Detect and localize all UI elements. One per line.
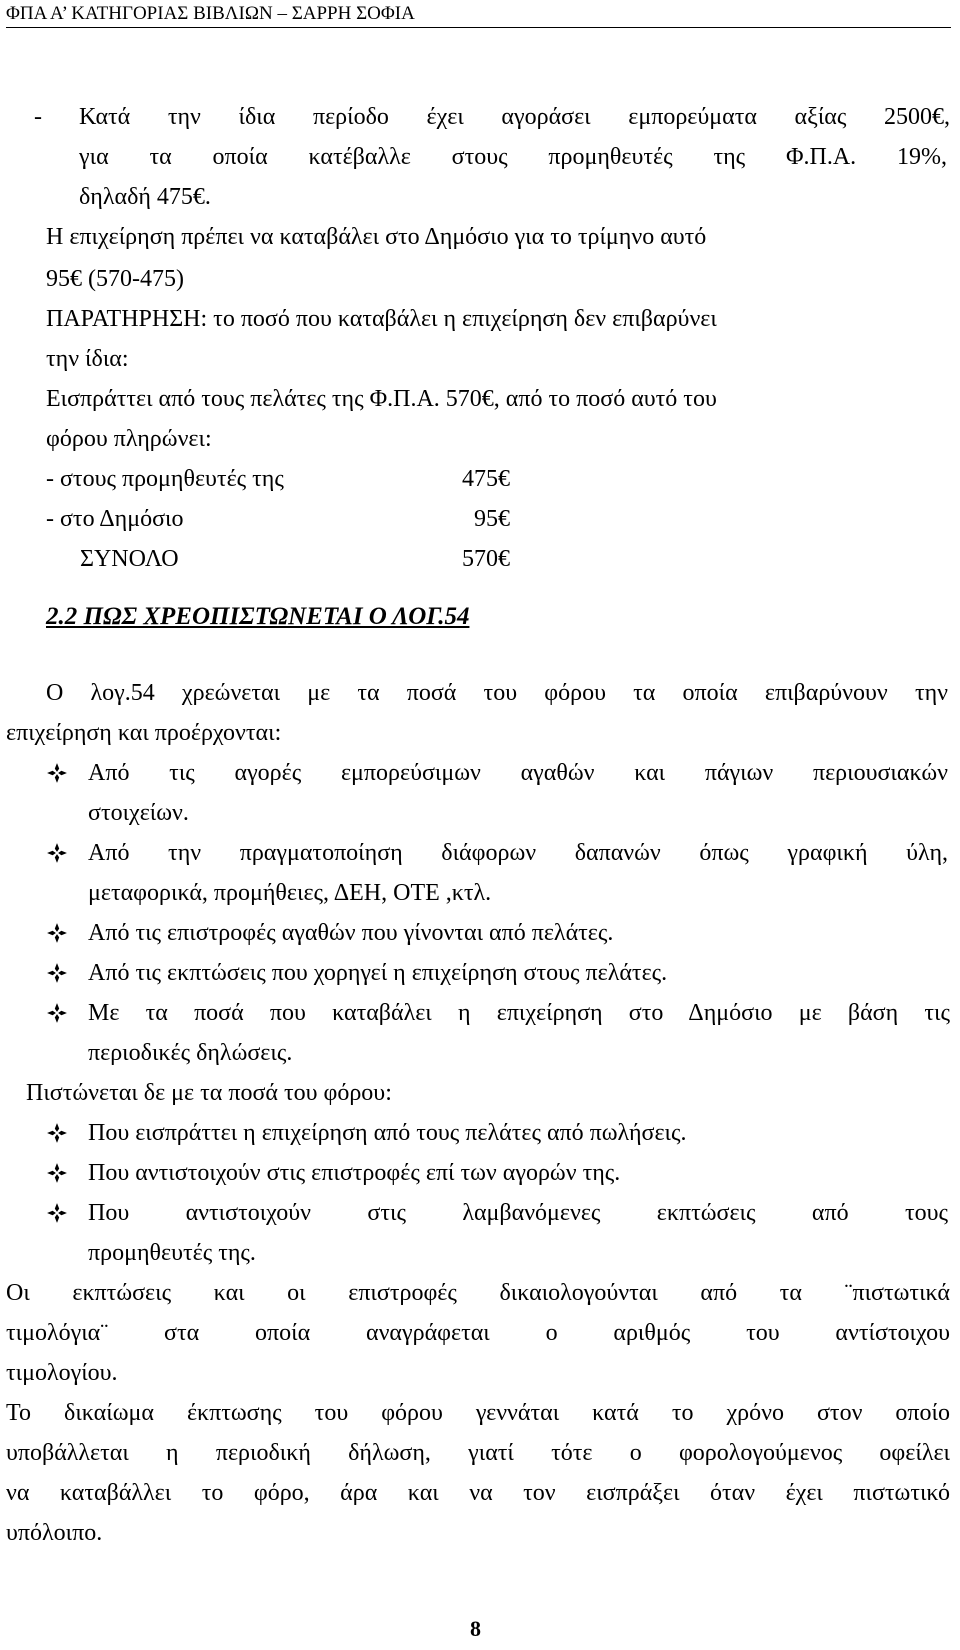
para3-line: Το δικαίωμα έκπτωσης του φόρου γεννάται κατά το χρόνο στον οποίο (6, 1400, 950, 1426)
section-heading: 2.2 ΠΩΣ ΧΡΕΟΠΙΣΤΩΝΕΤΑΙ Ο ΛΟΓ.54 (46, 603, 470, 630)
breakdown-total-label: ΣΥΝΟΛΟ (80, 546, 179, 572)
para3-line: υπόλοιπο. (6, 1520, 103, 1546)
intro-line: 95€ (570-475) (46, 266, 184, 292)
para2-line: τιμολογίου. (6, 1360, 118, 1386)
diamond-bullet-icon (46, 1002, 68, 1024)
debit-bullet-text: Από τις εκπτώσεις που χορηγεί η επιχείρηση στους πελάτες. (88, 960, 668, 986)
debit-bullet-text: Από την πραγματοποίηση διάφορων δαπανών όπως γραφική ύλη, (88, 840, 948, 866)
intro-dash: - (34, 104, 42, 130)
para3-line: υποβάλλεται η περιοδική δήλωση, γιατί τότε ο φορολογούμενος οφείλει (6, 1440, 950, 1466)
para3-line: να καταβάλλει το φόρο, άρα και να τον εισπράξει όταν έχει πιστωτικό (6, 1480, 950, 1506)
credit-bullet-text: Που αντιστοιχούν στις επιστροφές επί των αγορών της. (88, 1160, 621, 1186)
debit-bullet-text: περιοδικές δηλώσεις. (88, 1040, 293, 1066)
diamond-bullet-icon (46, 1202, 68, 1224)
para2-line: Οι εκπτώσεις και οι επιστροφές δικαιολογούνται από τα ¨πιστωτικά (6, 1280, 950, 1306)
credit-bullet-text: Που αντιστοιχούν στις λαμβανόμενες εκπτώσεις από τους (88, 1200, 948, 1226)
para2-line: τιμολόγια¨ στα οποία αναγράφεται ο αριθμός του αντίστοιχου (6, 1320, 950, 1346)
running-header: ΦΠΑ Α’ ΚΑΤΗΓΟΡΙΑΣ ΒΙΒΛΙΩΝ – ΣΑΡΡΗ ΣΟΦΙΑ (6, 3, 415, 24)
credit-bullet-text: προμηθευτές της. (88, 1240, 256, 1266)
debit-bullet-text: Με τα ποσά που καταβάλει η επιχείρηση στο Δημόσιο με βάση τις (88, 1000, 950, 1026)
debit-bullet-text: Από τις επιστροφές αγαθών που γίνονται από πελάτες. (88, 920, 614, 946)
intro-line: Εισπράττει από τους πελάτες της Φ.Π.Α. 570€, από το ποσό αυτό του (46, 386, 717, 412)
diamond-bullet-icon (46, 922, 68, 944)
intro-line: την ίδια: (46, 346, 129, 372)
diamond-bullet-icon (46, 962, 68, 984)
para1-line: Ο λογ.54 χρεώνεται με τα ποσά του φόρου τα οποία επιβαρύνουν την (46, 680, 948, 706)
credit-intro: Πιστώνεται δε με τα ποσά του φόρου: (26, 1080, 392, 1106)
breakdown-label: - στο Δημόσιο (46, 506, 184, 532)
intro-line: Η επιχείρηση πρέπει να καταβάλει στο Δημόσιο για το τρίμηνο αυτό (46, 224, 707, 250)
intro-line: για τα οποία κατέβαλλε στους προμηθευτές της Φ.Π.Α. 19%, (79, 144, 947, 170)
credit-bullet-text: Που εισπράττει η επιχείρηση από τους πελάτες από πωλήσεις. (88, 1120, 687, 1146)
breakdown-label: - στους προμηθευτές της (46, 466, 284, 492)
diamond-bullet-icon (46, 1162, 68, 1184)
intro-line: ΠΑΡΑΤΗΡΗΣΗ: το ποσό που καταβάλει η επιχείρηση δεν επιβαρύνει (46, 306, 717, 332)
intro-line: Κατά την ίδια περίοδο έχει αγοράσει εμπορεύματα αξίας 2500€, (79, 104, 950, 130)
page-number: 8 (470, 1616, 481, 1641)
breakdown-amount: 475€ (462, 466, 510, 492)
breakdown-total-amount: 570€ (462, 546, 510, 572)
breakdown-amount: 95€ (474, 506, 510, 532)
debit-bullet-text: στοιχείων. (88, 800, 189, 826)
header-rule (6, 27, 951, 28)
diamond-bullet-icon (46, 762, 68, 784)
intro-line: φόρου πληρώνει: (46, 426, 212, 452)
debit-bullet-text: μεταφορικά, προμήθειες, ΔΕΗ, ΟΤΕ ,κτλ. (88, 880, 492, 906)
diamond-bullet-icon (46, 1122, 68, 1144)
intro-line: δηλαδή 475€. (79, 184, 211, 210)
debit-bullet-text: Από τις αγορές εμπορεύσιμων αγαθών και πάγιων περιουσιακών (88, 760, 948, 786)
diamond-bullet-icon (46, 842, 68, 864)
para1-line: επιχείρηση και προέρχονται: (6, 720, 282, 746)
